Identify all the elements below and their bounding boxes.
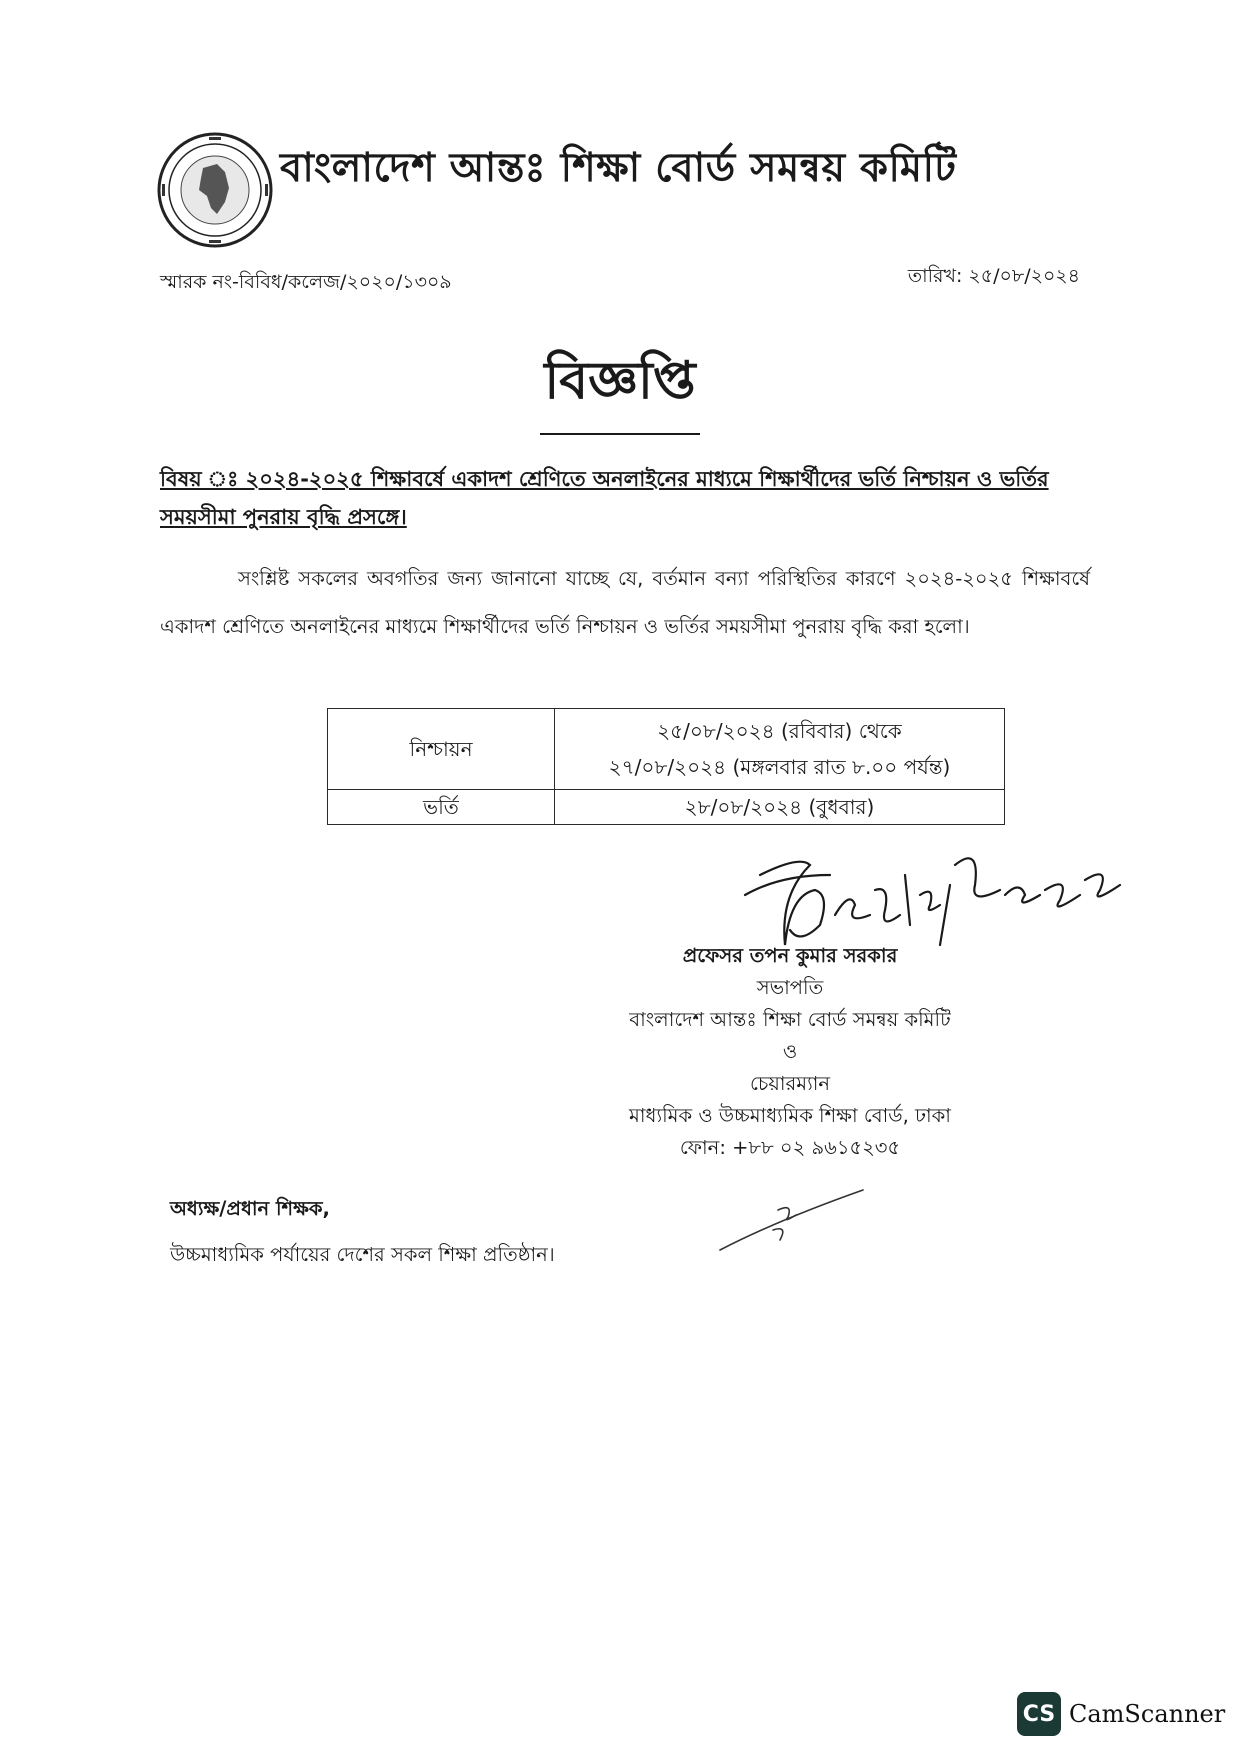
signatory-board: মাধ্যমিক ও উচ্চমাধ্যমিক শিক্ষা বোর্ড, ঢাকা	[629, 1104, 951, 1127]
notice-heading	[0, 340, 1240, 435]
signatory-committee: বাংলাদেশ আন্তঃ শিক্ষা বোর্ড সমন্বয় কমিটি	[629, 1008, 951, 1031]
schedule-label-cell: ভর্তি	[328, 790, 555, 825]
signatory-block	[580, 940, 1000, 1164]
schedule-date-line: ২৭/০৮/২০২৪ (মঙ্গলবার রাত ৮.০০ পর্যন্ত)	[608, 755, 951, 779]
government-seal-icon	[155, 130, 275, 250]
memo-date: তারিখ: ২৫/০৮/২০২৪	[907, 265, 1080, 287]
recipient-block	[170, 1186, 555, 1278]
table-row	[328, 709, 1005, 790]
notice-title-text: বিজ্ঞপ্তি	[540, 340, 699, 435]
signatory-designation: সভাপতি	[756, 976, 824, 999]
table-row	[328, 790, 1005, 825]
initial-mark	[718, 1185, 868, 1255]
schedule-table	[327, 708, 1005, 825]
recipient-title: অধ্যক্ষ/প্রধান শিক্ষক,	[170, 1197, 330, 1220]
schedule-date-cell	[555, 709, 1005, 790]
recipient-institutions: উচ্চমাধ্যমিক পর্যায়ের দেশের সকল শিক্ষা প্রতিষ্ঠান।	[170, 1243, 555, 1266]
organization-title: বাংলাদেশ আন্তঃ শিক্ষা বোর্ড সমন্বয় কমিটি	[280, 145, 957, 191]
notice-body: সংশ্লিষ্ট সকলের অবগতির জন্য জানানো যাচ্ছে যে, বর্তমান বন্যা পরিস্থিতির কারণে ২০২৪-২০২৫ শিক্ষাবর্ষে একাদশ শ্রেণিতে অনলাইনের মাধ্যমে শিক্ষার্থীদের ভর্তি নিশ্চায়ন ও ভর্তির সময়সীমা পুনরায় বৃদ্ধি করা হলো।	[160, 567, 1090, 638]
signatory-name: প্রফেসর তপন কুমার সরকার	[682, 944, 898, 967]
subject-text: বিষয় ঃ ২০২৪-২০২৫ শিক্ষাবর্ষে একাদশ শ্রেণিতে অনলাইনের মাধ্যমে শিক্ষার্থীদের ভর্তি নিশ্চায়ন ও ভর্তির সময়সীমা পুনরায় বৃদ্ধি প্রসঙ্গে।	[160, 467, 1049, 529]
signatory-phone: ফোন: +৮৮ ০২ ৯৬১৫২৩৫	[679, 1136, 901, 1159]
camscanner-brand: CamScanner	[1069, 1700, 1226, 1728]
schedule-label-cell: নিশ্চায়ন	[328, 709, 555, 790]
subject-line	[160, 460, 1090, 536]
memo-number: স্মারক নং-বিবিধ/কলেজ/২০২০/১৩০৯	[160, 271, 452, 293]
schedule-date-line: ২৫/০৮/২০২৪ (রবিবার) থেকে	[657, 719, 902, 743]
camscanner-logo-icon: CS	[1017, 1692, 1061, 1736]
camscanner-watermark	[1017, 1692, 1225, 1736]
signatory-conjunction: ও	[782, 1040, 798, 1063]
schedule-date-cell: ২৮/০৮/২০২৪ (বুধবার)	[555, 790, 1005, 825]
signatory-role: চেয়ারম্যান	[749, 1072, 831, 1095]
